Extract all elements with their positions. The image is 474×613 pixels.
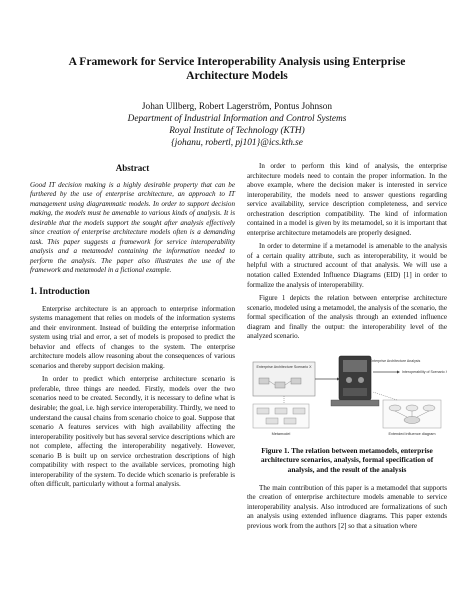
figure-1-diagram bbox=[247, 348, 447, 440]
right-column bbox=[247, 162, 447, 531]
right-paragraph-4: The main contribution of this paper is a metamodel that supports the creation of enterprise architecture models amenable to service interoperability analysis. Also introduced are formalizations of such an analysis using extended influence diagrams. This paper extends previous work from the authors [2] so that a situation where bbox=[247, 483, 447, 530]
author-institute: Royal Institute of Technology (KTH) bbox=[169, 126, 305, 136]
author-department: Department of Industrial Information and Control Systems bbox=[127, 114, 347, 124]
abstract-text: Good IT decision making is a highly desirable property that can be furthered by the use of enterprise architecture, an approach to IT management using diagrammatic models. In order to support decision making, the models must be amenable to various kinds of analysis. It is desirable that the models support the sought after analysis effectively since creation of enterprise architecture models often is a demanding task. This paper suggests a framework for service interoperability analysis and a metamodel containing the information needed to perform the analysis. The paper also illustrates the use of the framework and metamodel in a fictional example. bbox=[30, 180, 235, 275]
right-paragraph-2: In order to determine if a metamodel is amenable to the analysis of a certain quality attribute, such as interoperability, it would be helpful with a structured account of that analysis. We will use a notation called Extended Influence Diagrams (EID) [1] in order to formalize the analysis of interoperability. bbox=[247, 242, 447, 289]
scenario-label: Enterprise Architecture Scenario X bbox=[256, 364, 312, 369]
right-paragraph-3: Figure 1 depicts the relation between enterprise architecture scenario, modeled using a metamodel, the analysis of the scenario, the formal specification of the analysis through an extended influence diagram and finally the output: the interoperability level of the analyzed scenario. bbox=[247, 294, 447, 341]
author-block bbox=[60, 101, 414, 149]
author-emails: {johanu, robertl, pj101}@ics.kth.se bbox=[171, 138, 303, 148]
abstract-heading: Abstract bbox=[115, 163, 150, 173]
introduction-paragraph-2: In order to predict which enterprise architecture scenario is preferable, three things are needed. Firstly, models over the two scenarios need to be created. Secondly, it is necessary to define what is desirable; the goal, i.e. high service interoperability. Thirdly, we need to understand the causal chains from scenario choice to goal. Suppose that scenario A features services with high availability affecting the interoperability positively but has several service descriptions which are not complete, affecting the interoperability negatively. However, scenario B is built up on service orchestration descriptions of high compatibility with respect to the available services, promoting high interoperability of the system. To decide which scenario is preferable is often difficult, particularly without a formal analysis. bbox=[30, 375, 235, 489]
eid-label: Extended influence diagram bbox=[388, 431, 436, 436]
introduction-heading: 1. Introduction bbox=[30, 287, 90, 298]
paper-title: A Framework for Service Interoperability Analysis using Enterprise Architecture Models bbox=[68, 55, 406, 82]
left-column bbox=[30, 162, 235, 490]
output-label: Interoperability of Scenario X bbox=[401, 369, 447, 374]
author-names: Johan Ullberg, Robert Lagerström, Pontus Johnson bbox=[141, 102, 333, 112]
figure-1-caption: Figure 1. The relation between metamodels, enterprise architecture scenarios, analysis, formal specification of analysis, and the result of the analysis bbox=[260, 445, 434, 475]
introduction-paragraph-1: Enterprise architecture is an approach to enterprise information systems management that relies on models of the information systems and their environment. Instead of building the enterprise information system using trial and error, a set of models is proposed to predict the behavior and effects of changes to the system. The enterprise architecture models allow reasoning about the consequences of various scenarios and thereby support decision making. bbox=[30, 304, 235, 370]
analysis-label: Enterprise Architecture Analysis bbox=[369, 358, 421, 363]
metamodel-box bbox=[253, 404, 309, 428]
metamodel-label: Metamodel bbox=[271, 431, 291, 436]
right-paragraph-1: In order to perform this kind of analysis, the enterprise architecture models need to contain the proper information. In the above example, where the decision maker is interested in service interoperability, the models need to answer questions regarding service availability, service description completeness, and service orchestration description compatibility. The kind of information contained in a model is given by its metamodel, so it is important that enterprise architecture metamodels are properly designed. bbox=[247, 162, 447, 237]
figure-1 bbox=[247, 348, 447, 440]
